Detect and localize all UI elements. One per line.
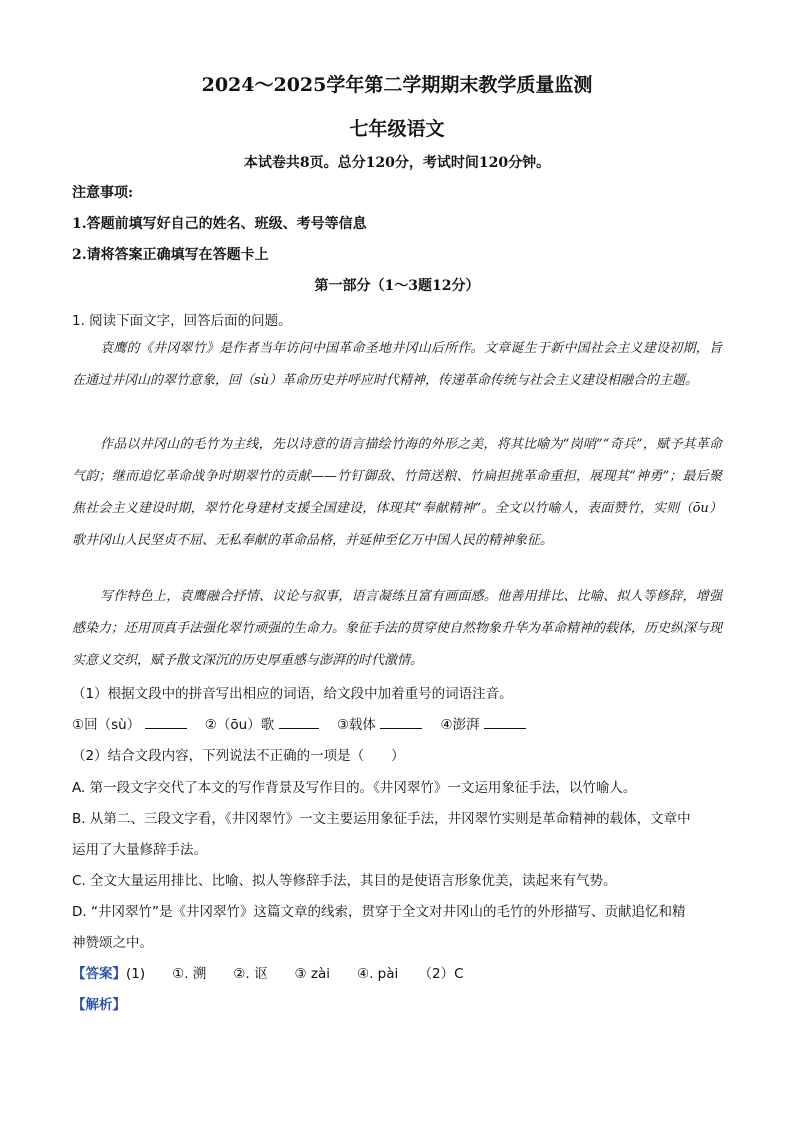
question-1-prompt: 1. 阅读下面文字，回答后面的问题。 bbox=[72, 313, 292, 329]
item-2-label: ②（ōu）歌 bbox=[204, 717, 275, 733]
passage-paragraph-1: 袁鹰的《井冈翠竹》是作者当年访问中国革命圣地井冈山后所作。文章诞生于新中国社会主义建设初期，旨在通过井冈山的翠竹意象，回（sù）革命历史并呼应时代精神，传递革命传统与社会主义建设相融合的主题。 bbox=[72, 341, 722, 388]
option-d-line-2: 神赞颂之中。 bbox=[72, 935, 153, 951]
answer-line bbox=[72, 962, 464, 982]
answer-text: (1) ①. 溯 ②. 讴 ③ zài ④. pài （2）C bbox=[126, 966, 464, 982]
answer-blank-1[interactable] bbox=[145, 714, 187, 729]
item-3-label: ③载体 bbox=[336, 717, 376, 733]
passage-paragraph-3: 写作特色上，袁鹰融合抒情、议论与叙事，语言凝练且富有画面感。他善用排比、比喻、拟人等修辞，增强感染力；还用顶真手法强化翠竹顽强的生命力。象征手法的贯穿使自然物象升华为革命精神的载体，历史纵深与现实意义交织，赋予散文深沉的历史厚重感与澎湃的时代激情。 bbox=[72, 589, 723, 668]
option-d-line-1: D. “井冈翠竹”是《井冈翠竹》这篇文章的线索，贯穿于全文对井冈山的毛竹的外形描写、贡献追忆和精 bbox=[72, 904, 686, 920]
passage-paragraph-2: 作品以井冈山的毛竹为主线，先以诗意的语言描绘竹海的外形之美，将其比喻为“岗哨”“奇兵”，赋予其革命气韵；继而追忆革命战争时期翠竹的贡献——竹钉御敌、竹筒送粮、竹扁担挑革命重担，展现其“神勇”；最后聚焦社会主义建设时期，翠竹化身建材支援全国建设，体现其“奉献精神”。全文以竹喻人，表面赞竹，实则（ōu）歌井冈山人民坚贞不屈、无私奉献的革命品格，并延伸至亿万中国人民的精神象征。 bbox=[72, 437, 722, 548]
sub-question-2-prompt: （2）结合文段内容，下列说法不正确的一项是（ ） bbox=[72, 748, 405, 764]
answer-blank-2[interactable] bbox=[279, 714, 319, 729]
sub-question-1-items bbox=[72, 713, 526, 733]
answer-blank-4[interactable] bbox=[484, 714, 526, 729]
answer-tag: 【答案】 bbox=[72, 966, 126, 982]
option-b-line-1: B. 从第二、三段文字看，《井冈翠竹》一文主要运用象征手法，井冈翠竹实则是革命精神的载体，文章中 bbox=[72, 811, 691, 827]
analysis-line bbox=[72, 993, 126, 1013]
sub-question-1-prompt: （1）根据文段中的拼音写出相应的词语，给文段中加着重号的词语注音。 bbox=[72, 686, 513, 702]
option-b-line-2: 运用了大量修辞手法。 bbox=[72, 842, 207, 858]
item-4-label: ④澎湃 bbox=[440, 717, 480, 733]
exam-title: 2024～2025学年第二学期期末教学质量监测 bbox=[201, 74, 593, 96]
option-c: C. 全文大量运用排比、比喻、拟人等修辞手法，其目的是使语言形象优美，读起来有气势。 bbox=[72, 873, 617, 889]
analysis-tag: 【解析】 bbox=[72, 997, 126, 1013]
notes-item-2: 2.请将答案正确填写在答题卡上 bbox=[72, 247, 269, 263]
notes-heading: 注意事项: bbox=[72, 185, 134, 201]
option-a: A. 第一段文字交代了本文的写作背景及写作目的。《井冈翠竹》一文运用象征手法，以竹喻人。 bbox=[72, 780, 637, 796]
answer-blank-3[interactable] bbox=[380, 714, 422, 729]
notes-item-1: 1.答题前填写好自己的姓名、班级、考号等信息 bbox=[72, 216, 367, 232]
item-1-label: ①回（sù） bbox=[72, 717, 141, 733]
exam-info: 本试卷共8页。总分120分，考试时间120分钟。 bbox=[243, 155, 551, 171]
subject-title: 七年级语文 bbox=[349, 118, 445, 140]
section-heading: 第一部分（1～3题12分） bbox=[314, 278, 480, 294]
